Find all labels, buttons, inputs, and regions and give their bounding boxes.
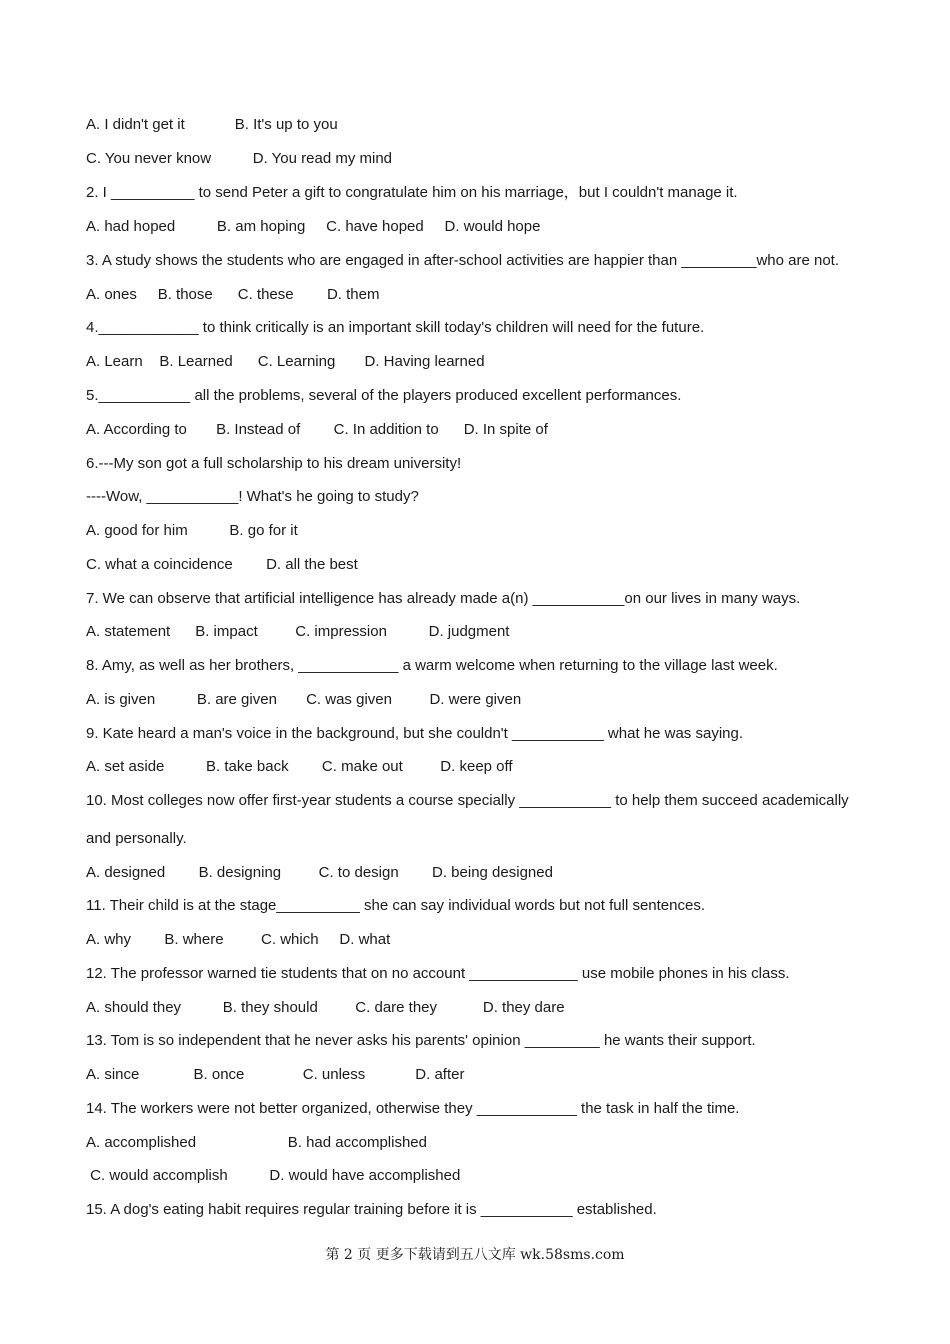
question-12: 12. The professor warned tie students that on no account _____________ use mobile phones in his class.: [86, 965, 790, 982]
question-13: 13. Tom is so independent that he never asks his parents' opinion _________ he wants their support.: [86, 1032, 756, 1049]
question-10: 10. Most colleges now offer first-year students a course specially ___________ to help them succeed academically: [86, 792, 849, 809]
question-9: 9. Kate heard a man's voice in the background, but she couldn't ___________ what he was saying.: [86, 725, 744, 742]
question-6: 6.---My son got a full scholarship to his dream university!: [86, 455, 462, 472]
question-15: 15. A dog's eating habit requires regular training before it is ___________ established.: [86, 1201, 657, 1218]
question-10-cont: and personally.: [86, 830, 187, 847]
question-6-reply: ----Wow, ___________! What's he going to study?: [86, 488, 419, 505]
question-3: 3. A study shows the students who are engaged in after-school activities are happier than _________who are not.: [86, 252, 839, 269]
question-5: 5.___________ all the problems, several of the players produced excellent performances.: [86, 387, 682, 404]
options-5: A. According to B. Instead of C. In addition to D. In spite of: [86, 421, 548, 438]
options-2: A. had hoped B. am hoping C. have hoped D. would hope: [86, 218, 541, 235]
question-7: 7. We can observe that artificial intelligence has already made a(n) ___________on our lives in many ways.: [86, 590, 801, 607]
page-footer: 第 2 页 更多下载请到五八文库 wk.58sms.com: [325, 1247, 625, 1263]
options-13: A. since B. once C. unless D. after: [86, 1066, 465, 1083]
question-4: 4.____________ to think critically is an important skill today's children will need for the future.: [86, 319, 705, 336]
options-14: A. accomplished B. had accomplished: [86, 1134, 427, 1151]
options-9: A. set aside B. take back C. make out D. keep off: [86, 758, 513, 775]
option-line: A. I didn't get it B. It's up to you: [86, 116, 338, 133]
question-2: 2. I __________ to send Peter a gift to congratulate him on his marriage，but I couldn't manage it.: [86, 184, 738, 201]
options-6: A. good for him B. go for it: [86, 522, 298, 539]
options-10: A. designed B. designing C. to design D. being designed: [86, 864, 553, 881]
question-8: 8. Amy, as well as her brothers, ____________ a warm welcome when returning to the village last week.: [86, 657, 778, 674]
options-11: A. why B. where C. which D. what: [86, 931, 391, 948]
question-14: 14. The workers were not better organized, otherwise they ____________ the task in half the time.: [86, 1100, 740, 1117]
options-8: A. is given B. are given C. was given D. were given: [86, 691, 522, 708]
options-3: A. ones B. those C. these D. them: [86, 286, 380, 303]
options-4: A. Learn B. Learned C. Learning D. Having learned: [86, 353, 485, 370]
question-11: 11. Their child is at the stage__________ she can say individual words but not full sentences.: [86, 897, 706, 914]
options-12: A. should they B. they should C. dare they D. they dare: [86, 999, 565, 1016]
options-7: A. statement B. impact C. impression D. judgment: [86, 623, 510, 640]
options-6: C. what a coincidence D. all the best: [86, 556, 358, 573]
option-line: C. You never know D. You read my mind: [86, 150, 392, 167]
options-14: C. would accomplish D. would have accomplished: [86, 1167, 461, 1184]
